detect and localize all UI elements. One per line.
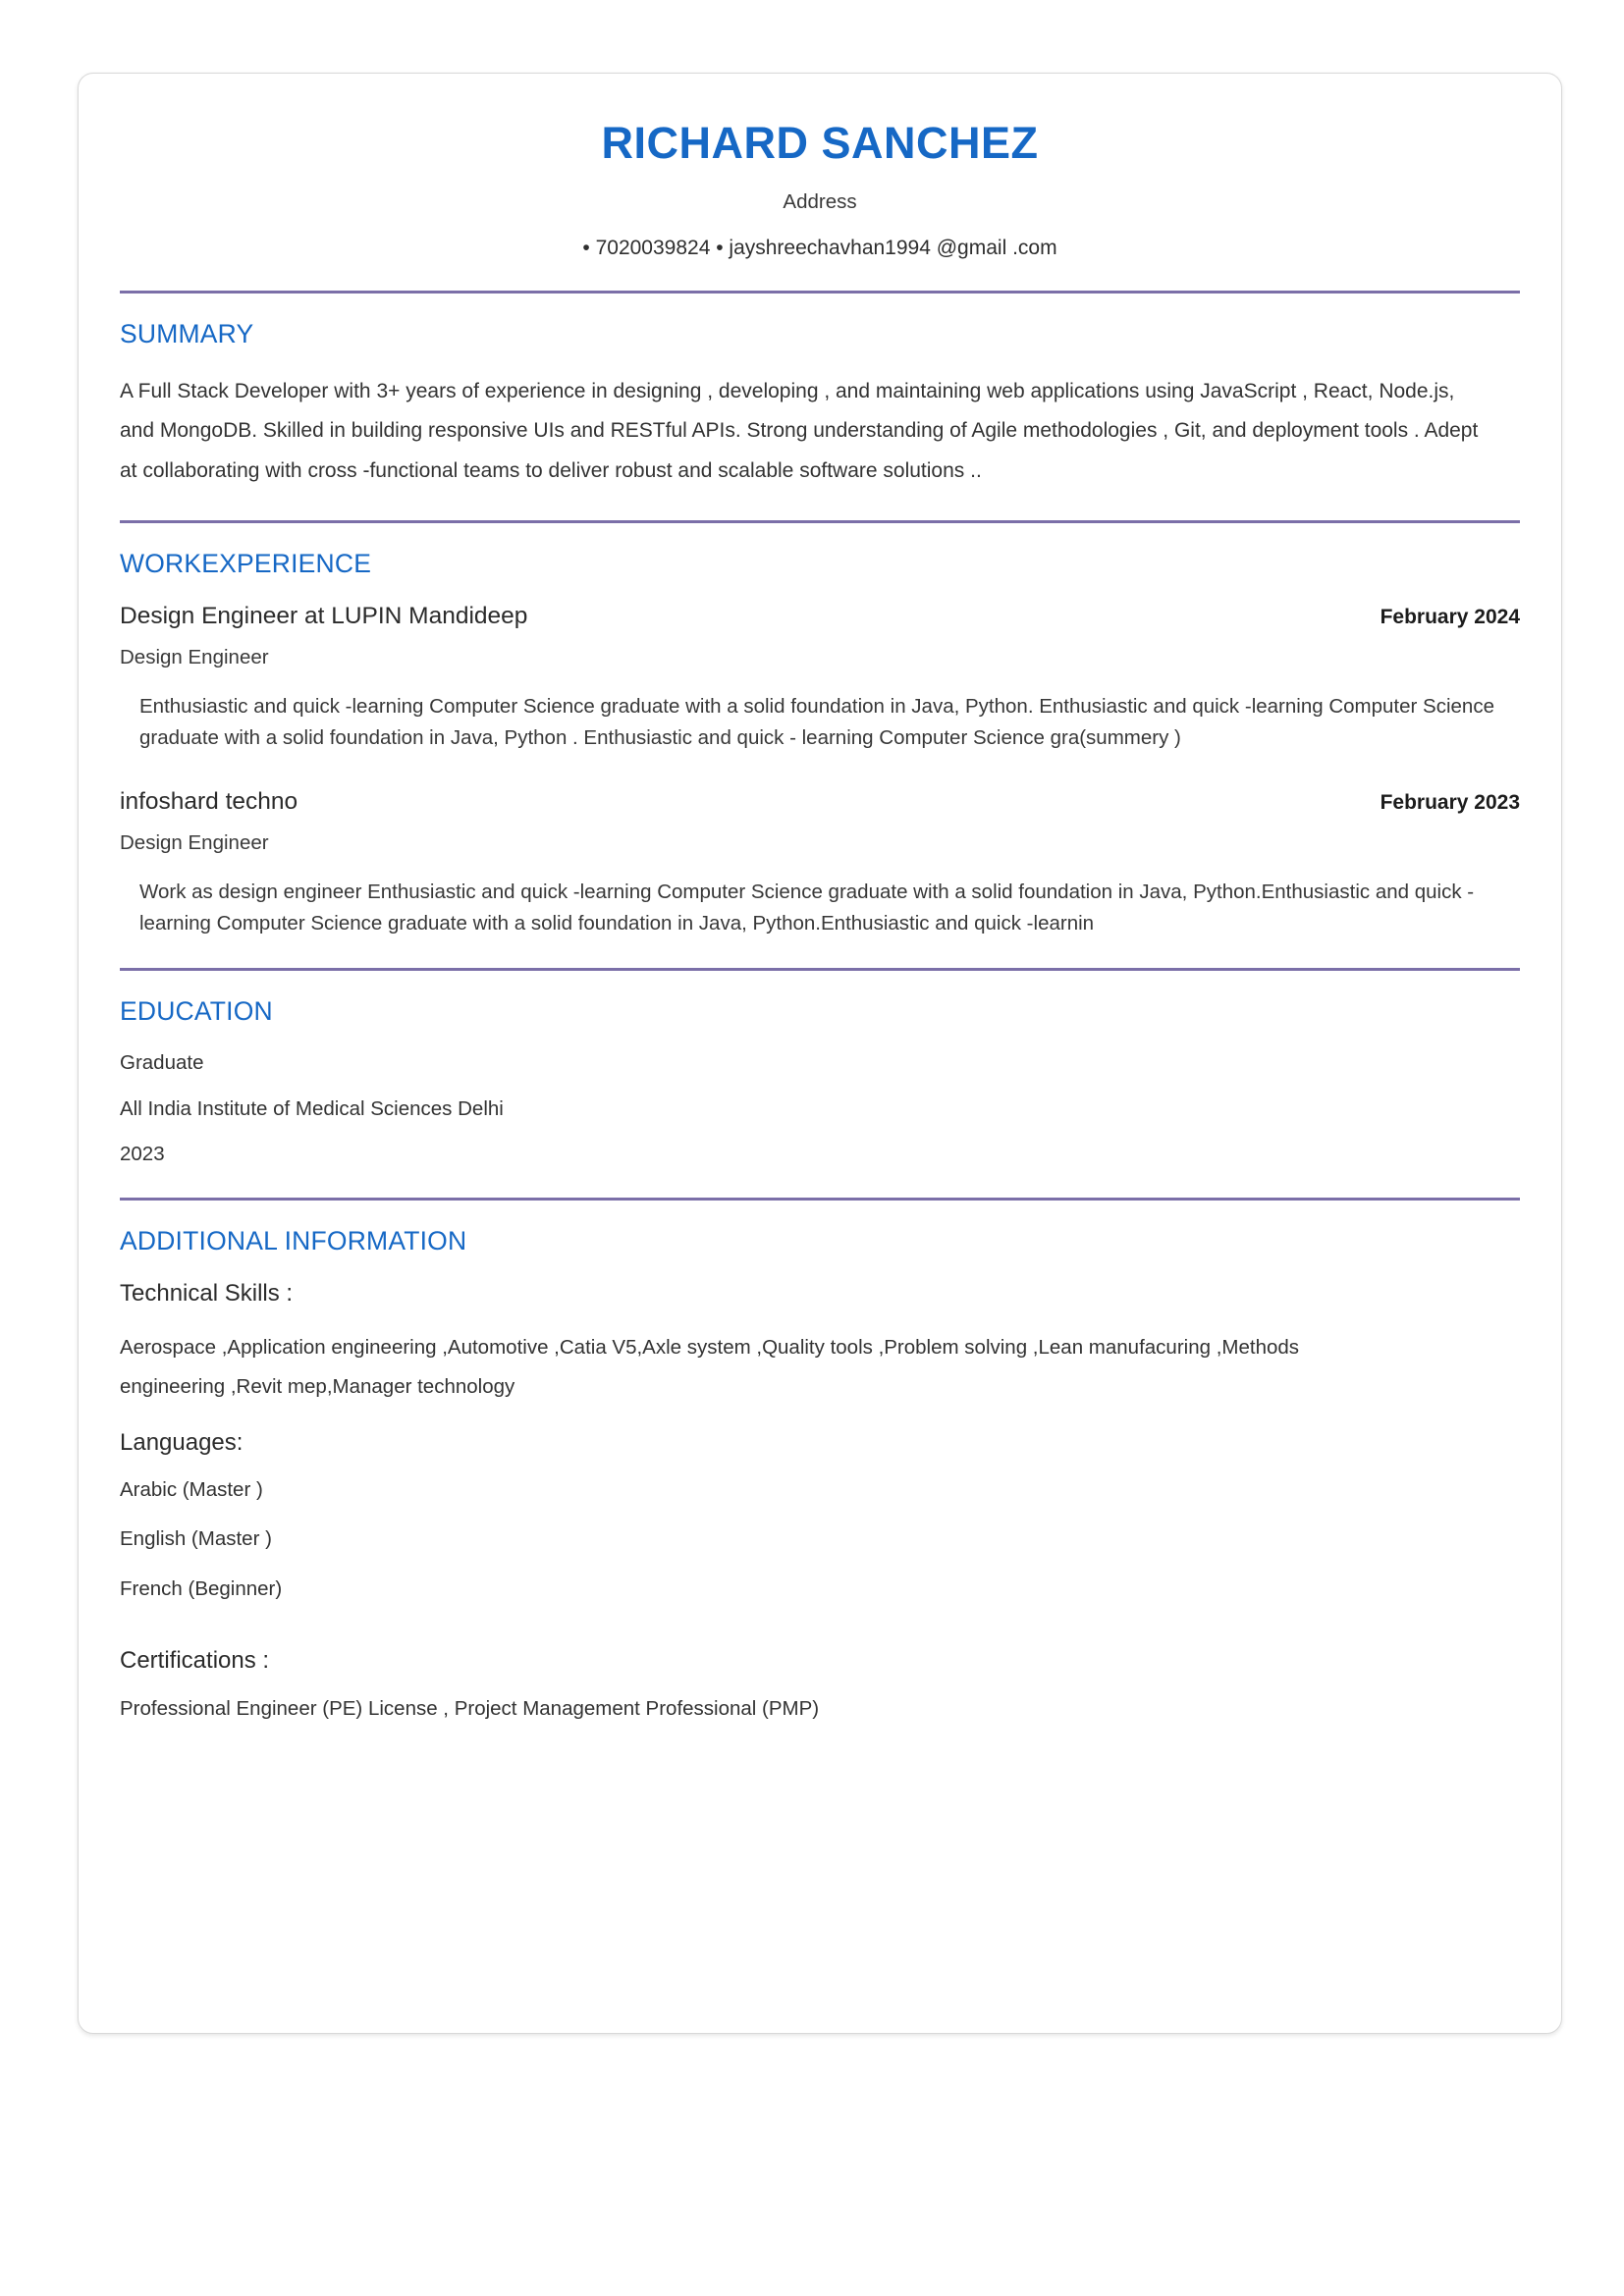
section-title-work-experience: WORKEXPERIENCE <box>120 549 372 579</box>
certifications-text: Professional Engineer (PE) License , Project Management Professional (PMP) <box>120 1696 820 1720</box>
resume-header <box>112 119 1528 261</box>
work-experience-item <box>120 602 1520 754</box>
section-title-additional-information: ADDITIONAL INFORMATION <box>120 1226 467 1256</box>
language-item: French (Beginner) <box>120 1577 283 1601</box>
job-description: Enthusiastic and quick -learning Computer Science graduate with a solid foundation in Java, Python. Enthusiastic and quick -learning Computer Science graduate with a solid foundation in Java, Python . Enthusiastic and quick - learning Computer Science gra(summery ) <box>139 695 1494 749</box>
section-title-summary: SUMMARY <box>120 319 254 349</box>
divider-education <box>120 1198 1520 1201</box>
job-title: infoshard techno <box>120 787 298 815</box>
work-experience-item <box>120 787 1520 939</box>
technical-skills-label: Technical Skills : <box>120 1279 294 1307</box>
divider-work-experience <box>120 968 1520 971</box>
contact-line: • 7020039824 • jayshreechavhan1994 @gmail .com <box>582 237 1057 260</box>
section-additional-information <box>112 1226 1528 1723</box>
section-title-education: EDUCATION <box>120 996 273 1027</box>
job-date: February 2024 <box>1380 605 1520 628</box>
language-item: English (Master ) <box>120 1527 272 1551</box>
divider-header <box>120 291 1520 294</box>
job-role: Design Engineer <box>120 831 269 855</box>
education-year: 2023 <box>120 1142 165 1165</box>
job-header-row <box>120 787 1520 818</box>
education-institution: All India Institute of Medical Sciences Delhi <box>120 1096 504 1120</box>
resume-card <box>78 73 1562 2034</box>
section-work-experience <box>112 549 1528 938</box>
certifications-label: Certifications : <box>120 1646 270 1674</box>
job-role: Design Engineer <box>120 646 269 669</box>
divider-summary <box>120 520 1520 523</box>
job-title: Design Engineer at LUPIN Mandideep <box>120 602 528 629</box>
section-education <box>112 996 1528 1168</box>
summary-text: A Full Stack Developer with 3+ years of experience in designing , developing , and maintaining web applications using JavaScript , React, Node.js, and MongoDB. Skilled in building responsive UIs and RESTful APIs. Strong understanding of Agile methodologies , Git, and deployment tools . Adept at collaborating with cross -functional teams to deliver robust and scalable software solutions .. <box>120 380 1479 482</box>
job-header-row <box>120 602 1520 632</box>
job-date: February 2023 <box>1380 790 1520 814</box>
languages-label: Languages: <box>120 1428 244 1456</box>
education-degree: Graduate <box>120 1051 204 1075</box>
job-description: Work as design engineer Enthusiastic and quick -learning Computer Science graduate with a solid foundation in Java, Python.Enthusiastic and quick -learning Computer Science graduate with a solid foundation in Java, Python.Enthusiastic and quick -learnin <box>139 880 1475 934</box>
candidate-name: RICHARD SANCHEZ <box>601 118 1039 168</box>
language-item: Arabic (Master ) <box>120 1477 263 1501</box>
address-label: Address <box>783 190 857 214</box>
technical-skills-text: Aerospace ,Application engineering ,Automotive ,Catia V5,Axle system ,Quality tools ,Problem solving ,Lean manufacuring ,Methods engineering ,Revit mep,Manager technology <box>120 1335 1300 1398</box>
section-summary <box>112 319 1528 491</box>
